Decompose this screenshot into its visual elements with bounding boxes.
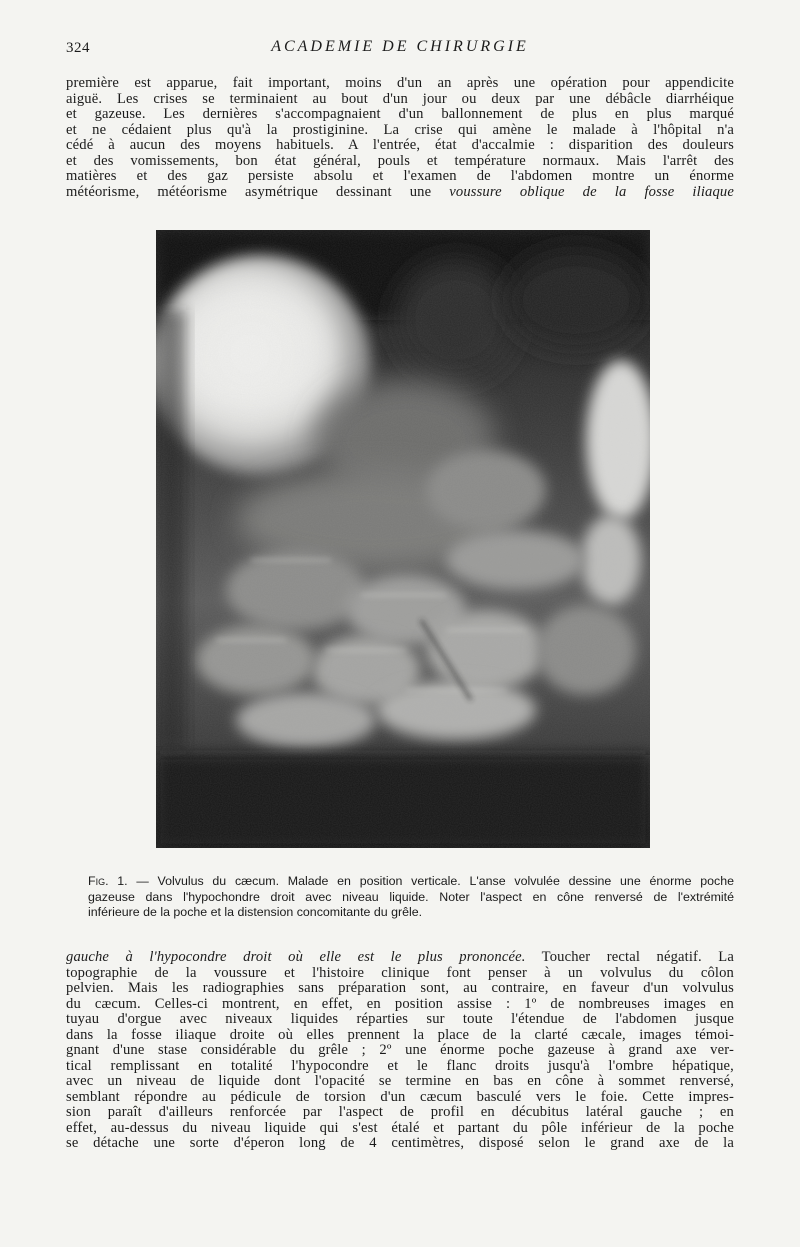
text-line: pelvien. Mais les radiographies sans préparation sont, au contraire, en faveur d'un volvulus bbox=[66, 980, 734, 996]
text-line: et ne cédaient plus qu'à la prostiginine. La crise qui amène le malade à l'hôpital n'a bbox=[66, 121, 734, 138]
text-italic: gauche à l'hypocondre droit où elle est le plus prononcée. bbox=[66, 949, 526, 965]
text-line: avec un niveau de liquide dont l'opacité se termine en bas en cône à sommet renversé, bbox=[66, 1073, 734, 1089]
text-line: et des vomissements, bon état général, pouls et température normaux. Mais l'arrêt des bbox=[66, 152, 734, 169]
figure-radiograph bbox=[156, 230, 650, 848]
bottom-paragraph bbox=[66, 950, 734, 1152]
page-number: 324 bbox=[66, 40, 90, 56]
caption-line: gazeuse dans l'hypochondre droit avec niveau liquide. Noter l'aspect en cône renversé de l'extrémité bbox=[88, 889, 734, 904]
figure-label: Fig. 1. bbox=[88, 874, 128, 888]
text-line: tuyau d'orgue avec niveaux liquides réparties sur toute l'étendue de l'abdomen jusque bbox=[66, 1011, 734, 1027]
figure-caption bbox=[88, 874, 734, 921]
text-line: du cæcum. Celles-ci montrent, en effet, en position assise : 1º de nombreuses images en bbox=[66, 995, 734, 1012]
text-line: matières et des gaz persiste absolu et l'examen de l'abdomen montre un énorme bbox=[66, 168, 734, 184]
text-line: cédé à aucun des moyens habituels. A l'entrée, état d'accalmie : disparition des douleurs bbox=[66, 137, 734, 153]
text-plain: Toucher rectal négatif. La bbox=[541, 949, 734, 965]
xray-image bbox=[156, 230, 650, 848]
text-line: première est apparue, fait important, moins d'un an après une opération pour appendicite bbox=[66, 75, 734, 91]
text-line: aiguë. Les crises se terminaient au bout d'un jour ou deux par une débâcle diarrhéique bbox=[66, 90, 734, 107]
page-header bbox=[66, 38, 734, 60]
text-plain: météorisme, météorisme asymétrique dessinant une bbox=[66, 183, 432, 200]
text-line: et gazeuse. Les dernières s'accompagnaient d'un ballonnement de plus en plus marqué bbox=[66, 106, 734, 122]
caption-line: inférieure de la poche et la distension concomitante du grêle. bbox=[88, 905, 423, 919]
text-line: effet, au-dessus du niveau liquide qui s'est étalé et partant du pôle inférieur de la poche bbox=[66, 1119, 734, 1136]
running-title: ACADEMIE DE CHIRURGIE bbox=[271, 38, 529, 55]
text-line: se détache une sorte d'éperon long de 4 centimètres, disposé selon le grand axe de la bbox=[66, 1135, 734, 1151]
text-line: semblant répondre au pédicule de torsion d'un cæcum basculé vers le foie. Cette impres- bbox=[66, 1088, 734, 1105]
text-line: tical remplissant en totalité l'hypocondre et le flanc droits jusqu'à l'ombre hépatique, bbox=[66, 1057, 734, 1074]
text-line: topographie de la voussure et l'histoire clinique font penser à un volvulus du côlon bbox=[66, 964, 734, 981]
top-paragraph bbox=[66, 76, 734, 200]
caption-line bbox=[88, 874, 734, 890]
text-line: dans la fosse iliaque droite où elles prennent la place de la clarté cæcale, images témoi- bbox=[66, 1026, 734, 1043]
caption-text: — Volvulus du cæcum. Malade en position verticale. L'anse volvulée dessine une énorme poche bbox=[136, 874, 734, 888]
text-line: gnant d'une stase considérable du grêle ; 2º une énorme poche gazeuse à grand axe ver- bbox=[66, 1042, 734, 1058]
text-line bbox=[66, 950, 734, 966]
text-italic: voussure oblique de la fosse iliaque bbox=[449, 183, 734, 200]
text-line: sion paraît d'ailleurs renforcée par l'aspect de profil en décubitus latéral gauche ; en bbox=[66, 1104, 734, 1120]
text-line bbox=[66, 185, 734, 201]
